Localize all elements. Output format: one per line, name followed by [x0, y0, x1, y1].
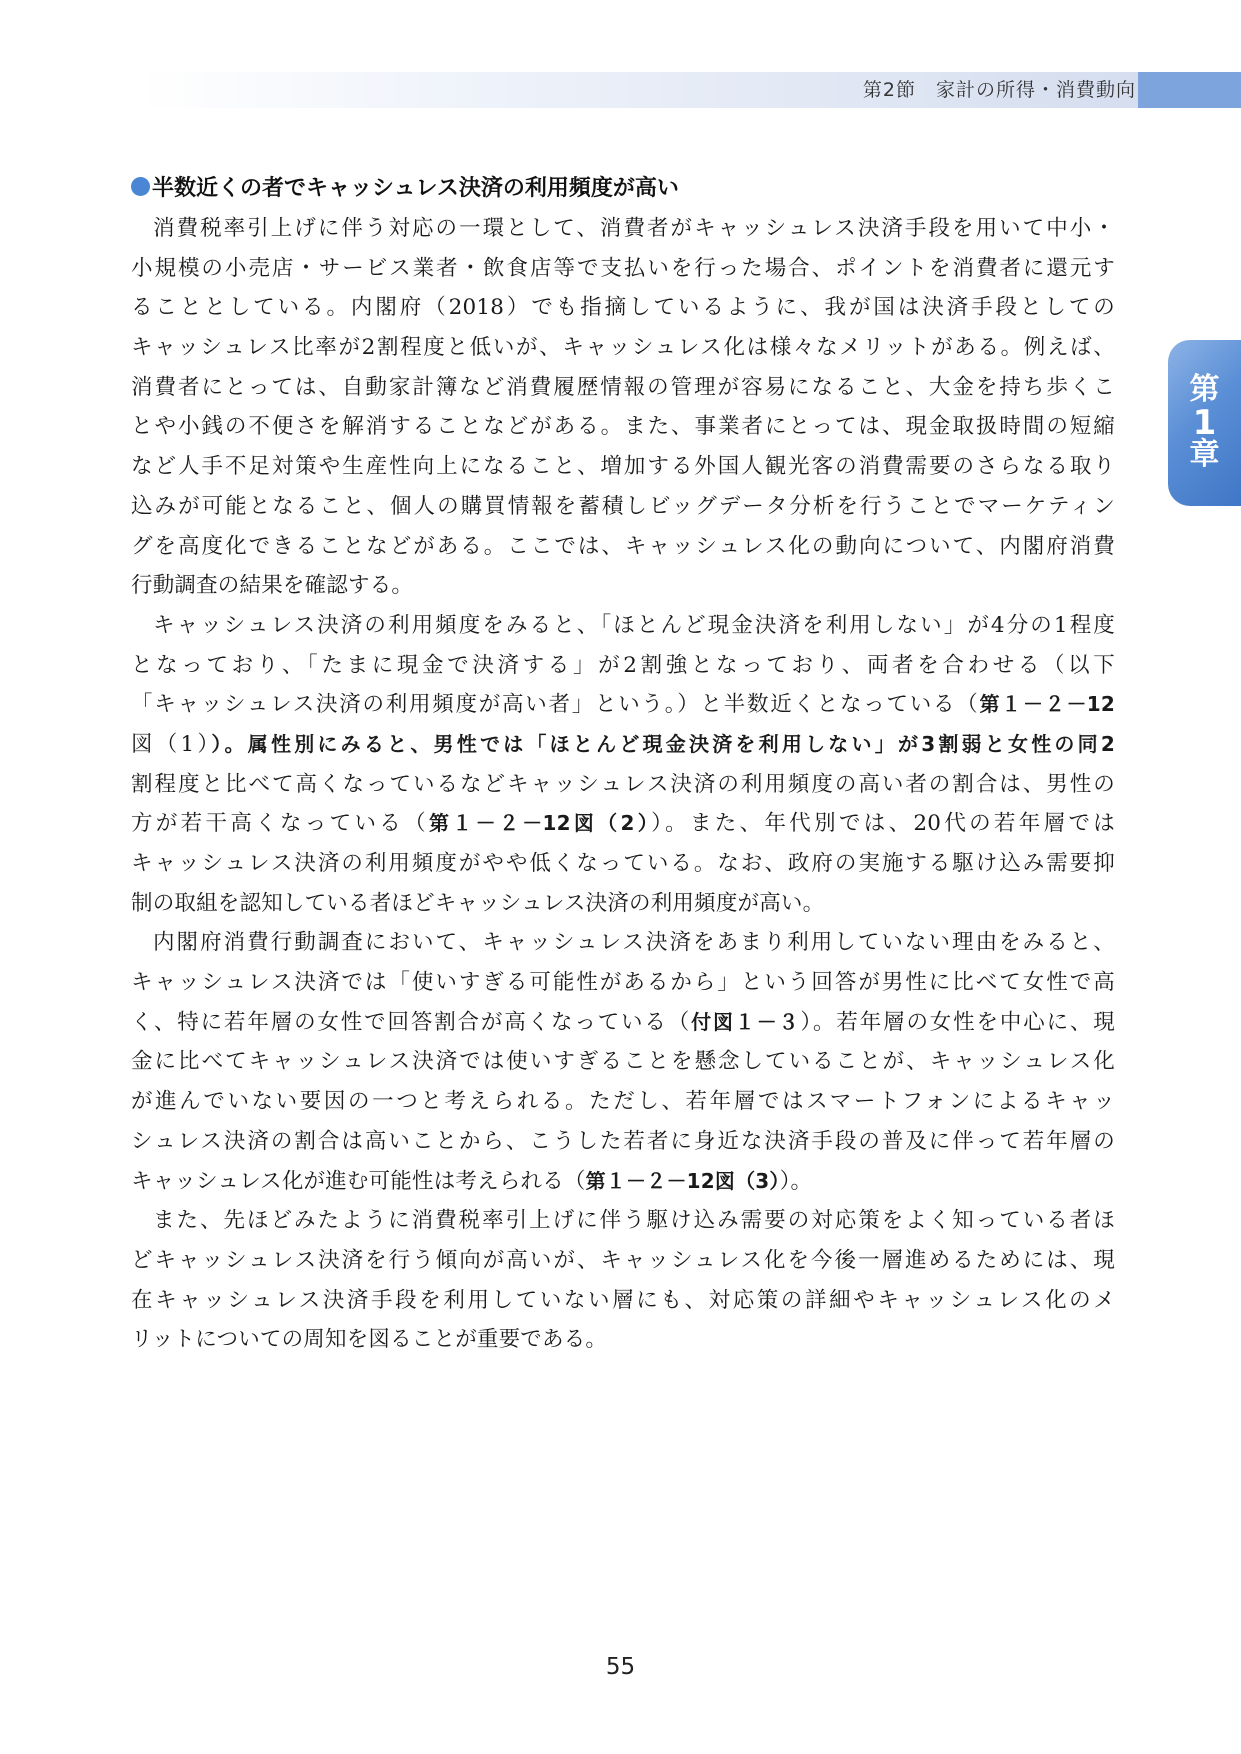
text-segment: キャッシュレス決済では「使いすぎる可能性があるから」という回答が男性に比べて女性で高	[131, 970, 1115, 996]
text-segment: グを高度化できることなどがある。ここでは、キャッシュレス化の動向について、内閣府消費	[131, 533, 1115, 559]
text-line	[131, 1122, 1115, 1162]
text-segment: 割程度と比べて高くなっているなどキャッシュレス決済の利用頻度の高い者の割合は、男性の	[131, 771, 1115, 797]
text-line	[131, 288, 1115, 328]
chapter-tab-bottom: 章	[1189, 437, 1220, 473]
text-line	[131, 447, 1115, 487]
text-line	[131, 328, 1115, 368]
section-header-title: 第2節 家計の所得・消費動向	[862, 79, 1136, 101]
text-line	[131, 1320, 1115, 1360]
bullet-icon	[131, 177, 150, 196]
text-line	[131, 1162, 1115, 1202]
text-segment: また、先ほどみたように消費税率引上げに伴う駆け込み需要の対応策をよく知っている者ほ	[153, 1208, 1115, 1234]
text-segment: 方が若干高くなっている（	[131, 811, 429, 837]
paragraph	[131, 209, 1115, 606]
text-segment: とや小銭の不便さを解消することなどがある。また、事業者にとっては、現金取扱時間の短縮	[131, 414, 1115, 440]
chapter-tab-number: 1	[1192, 402, 1217, 443]
text-segment: 消費者にとっては、自動家計簿など消費履歴情報の管理が容易になること、大金を持ち歩くこ	[131, 374, 1115, 400]
text-line	[131, 527, 1115, 567]
text-segment: キャッシュレス決済の利用頻度をみると、「ほとんど現金決済を利用しない」が4分の1程度	[153, 612, 1115, 638]
text-line	[131, 1003, 1115, 1043]
text-segment: リットについての周知を図ることが重要である。	[131, 1327, 608, 1353]
text-segment: となっており、「たまに現金で決済する」が2割強となっており、両者を合わせる（以下	[131, 652, 1115, 678]
text-segment: 消費税率引上げに伴う対応の一環として、消費者がキャッシュレス決済手段を用いて中小・	[153, 216, 1115, 241]
page-number: 55	[605, 1654, 636, 1680]
text-segment: ）。また、年代別では、20代の若年層では	[651, 811, 1115, 837]
text-line	[131, 487, 1115, 527]
body-text	[131, 209, 1115, 1360]
text-segment: 行動調査の結果を確認する。	[131, 573, 414, 599]
text-line	[131, 368, 1115, 408]
figure-reference: 第１－２－12図（3）	[585, 1168, 780, 1193]
section-heading-text: 半数近くの者でキャッシュレス決済の利用頻度が高い	[152, 176, 679, 201]
text-segment: キャッシュレス化が進む可能性は考えられる（	[131, 1168, 586, 1194]
paragraph	[131, 1201, 1115, 1360]
figure-reference: ）。属性別にみると、男性では「ほとんど現金決済を利用しない」が3割弱と女性の同2	[211, 731, 1115, 756]
text-line	[131, 844, 1115, 884]
text-segment: 制の取組を認知している者ほどキャッシュレス決済の利用頻度が高い。	[131, 890, 825, 916]
text-line	[131, 566, 1115, 606]
text-segment: 在キャッシュレス決済手段を利用していない層にも、対応策の詳細やキャッシュレス化のメ	[131, 1287, 1115, 1313]
text-line	[131, 765, 1115, 805]
text-segment: 図（1）	[131, 731, 212, 757]
text-line	[131, 646, 1115, 686]
text-segment: 金に比べてキャッシュレス決済では使いすぎることを懸念していることが、キャッシュレス化	[131, 1049, 1115, 1075]
text-segment: 「キャッシュレス決済の利用頻度が高い者」という。）と半数近くとなっている（	[131, 692, 980, 718]
text-line	[131, 1082, 1115, 1122]
figure-reference: 第１－２－12図（2）	[428, 811, 652, 836]
text-segment: キャッシュレス比率が2割程度と低いが、キャッシュレス化は様々なメリットがある。例えば、	[131, 335, 1115, 361]
text-line	[131, 1201, 1115, 1241]
text-line	[131, 923, 1115, 963]
text-line	[131, 606, 1115, 646]
text-segment: ることとしている。内閣府（2018）でも指摘しているように、我が国は決済手段としての	[131, 295, 1115, 321]
text-segment: など人手不足対策や生産性向上になること、増加する外国人観光客の消費需要のさらなる取り	[131, 454, 1115, 480]
text-segment: く、特に若年層の女性で回答割合が高くなっている（	[131, 1009, 692, 1035]
text-segment: 小規模の小売店・サービス業者・飲食店等で支払いを行った場合、ポイントを消費者に還元す	[131, 255, 1115, 281]
text-segment: 内閣府消費行動調査において、キャッシュレス決済をあまり利用していない理由をみると、	[153, 930, 1115, 956]
text-line	[131, 725, 1115, 765]
chapter-tab-top: 第	[1189, 372, 1220, 408]
text-segment: ）。若年層の女性を中心に、現	[800, 1009, 1115, 1035]
text-line	[131, 249, 1115, 289]
text-line	[131, 209, 1115, 249]
text-line	[131, 884, 1115, 924]
text-line	[131, 1042, 1115, 1082]
text-segment: キャッシュレス決済の利用頻度がやや低くなっている。なお、政府の実施する駆け込み需要抑	[131, 851, 1115, 876]
paragraph	[131, 606, 1115, 924]
text-line	[131, 1281, 1115, 1321]
text-line	[131, 1241, 1115, 1281]
figure-reference: 付図１－３	[691, 1009, 801, 1034]
chapter-tab	[1168, 340, 1241, 506]
text-segment: ）。	[779, 1168, 813, 1194]
text-line	[131, 685, 1115, 725]
header-accent-block	[1138, 72, 1241, 108]
text-segment: シュレス決済の割合は高いことから、こうした若者に身近な決済手段の普及に伴って若年層の	[131, 1128, 1115, 1154]
paragraph	[131, 923, 1115, 1201]
text-segment: どキャッシュレス決済を行う傾向が高いが、キャッシュレス化を今後一層進めるためには、現	[131, 1247, 1115, 1273]
section-heading	[131, 171, 679, 202]
text-line	[131, 804, 1115, 844]
text-segment: が進んでいない要因の一つと考えられる。ただし、若年層ではスマートフォンによるキャッ	[131, 1089, 1115, 1115]
text-line	[131, 407, 1115, 447]
text-line	[131, 963, 1115, 1003]
text-segment: 込みが可能となること、個人の購買情報を蓄積しビッグデータ分析を行うことでマーケティン	[131, 493, 1115, 519]
figure-reference: 第１－２－12	[979, 692, 1115, 717]
